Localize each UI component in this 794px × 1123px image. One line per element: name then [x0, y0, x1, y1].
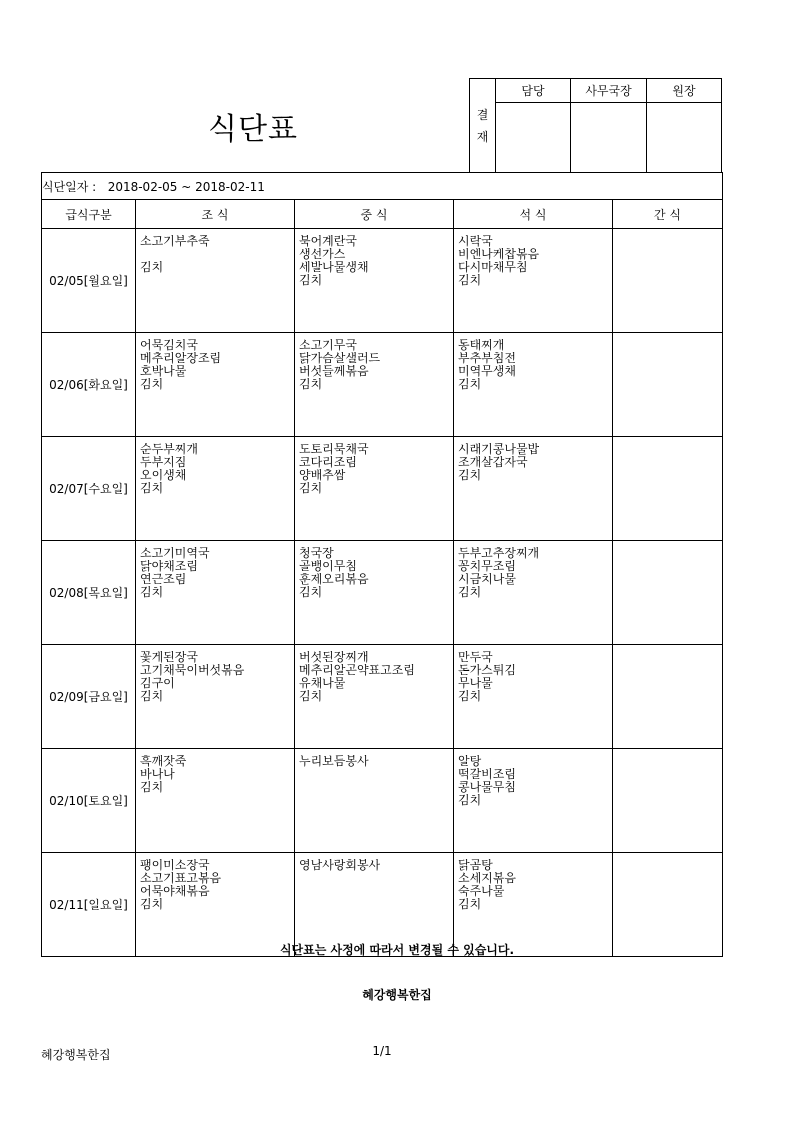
table-row: [42, 749, 723, 853]
menu-item: 김치: [458, 690, 482, 703]
approval-signature-box: [496, 102, 571, 173]
column-header: 조 식: [136, 200, 295, 229]
approval-signature-box: [571, 102, 647, 173]
snack-cell: [613, 229, 723, 333]
menu-item: 소고기부추죽: [140, 235, 210, 248]
lunch-cell: [295, 333, 454, 437]
page-number: 1/1: [372, 1044, 392, 1058]
menu-item: 양배추쌈: [299, 469, 346, 482]
date-range: [42, 173, 723, 200]
notice-text: 식단표는 사정에 따라서 변경될 수 있습니다.: [279, 943, 515, 957]
day-label: 02/08[목요일]: [42, 541, 136, 645]
menu-item: 김치: [299, 586, 323, 599]
day-label: 02/11[일요일]: [42, 853, 136, 957]
menu-item: 어묵야채볶음: [140, 885, 210, 898]
breakfast-cell: [136, 437, 295, 541]
lunch-cell: [295, 749, 454, 853]
menu-item: 메추리알곤약표고조림: [299, 664, 415, 677]
date-range-value: 2018-02-05 ~ 2018-02-11: [107, 179, 265, 194]
menu-item: 떡갈비조림: [458, 768, 516, 781]
menu-item: 김치: [140, 898, 164, 911]
menu-item: 김치: [458, 469, 482, 482]
dinner-cell: [454, 541, 613, 645]
menu-item: 버섯들께볶음: [299, 365, 369, 378]
menu-item: 메추리알장조림: [140, 352, 222, 365]
menu-item: 조개살갑자국: [458, 456, 528, 469]
menu-item: 김치: [140, 261, 164, 274]
menu-item: 김치: [458, 794, 482, 807]
table-row: [42, 229, 723, 333]
menu-item: 소고기표고볶음: [140, 872, 222, 885]
column-header-row: [42, 200, 723, 229]
menu-item: 김치: [299, 690, 323, 703]
menu-item: 소세지볶음: [458, 872, 516, 885]
dinner-cell: [454, 333, 613, 437]
menu-item: 북어계란국: [299, 235, 357, 248]
menu-item: 닭곰탕: [458, 859, 493, 872]
lunch-cell: [295, 437, 454, 541]
menu-item: 알탕: [458, 755, 482, 768]
table-row: [42, 437, 723, 541]
menu-item: 김치: [458, 378, 482, 391]
menu-item: 시금치나물: [458, 573, 516, 586]
menu-item: 팽이미소장국: [140, 859, 210, 872]
menu-item: 시락국: [458, 235, 493, 248]
snack-cell: [613, 437, 723, 541]
menu-item: 김치: [140, 586, 164, 599]
menu-item: 김치: [299, 378, 323, 391]
menu-item: 김구이: [140, 677, 175, 690]
menu-item: 돈가스튀김: [458, 664, 516, 677]
menu-item: 다시마채무침: [458, 261, 528, 274]
breakfast-cell: [136, 333, 295, 437]
menu-item: 시래기콩나물밥: [458, 443, 540, 456]
menu-item: 유채나물: [299, 677, 346, 690]
menu-item: 도토리묵채국: [299, 443, 369, 456]
menu-item: 닭가슴살샐러드: [299, 352, 381, 365]
approval-role: 사무국장: [571, 79, 647, 103]
menu-item: 골뱅이무침: [299, 560, 357, 573]
table-row: [42, 645, 723, 749]
menu-item: 소고기무국: [299, 339, 357, 352]
table-row: [42, 333, 723, 437]
menu-item: 버섯된장찌개: [299, 651, 369, 664]
menu-item: 순두부찌개: [140, 443, 198, 456]
menu-item: 김치: [140, 781, 164, 794]
approval-signature-box: [647, 102, 722, 173]
menu-item: 김치: [458, 274, 482, 287]
menu-item: 꽁치무조림: [458, 560, 516, 573]
column-header: 중 식: [295, 200, 454, 229]
lunch-cell: [295, 541, 454, 645]
column-header: 석 식: [454, 200, 613, 229]
approval-label-char: 재: [476, 129, 489, 144]
menu-item: 호박나물: [140, 365, 187, 378]
menu-item: 김치: [299, 482, 323, 495]
menu-item: 영남사랑회봉사: [299, 859, 381, 872]
menu-item: 미역무생채: [458, 365, 516, 378]
snack-cell: [613, 645, 723, 749]
menu-item: 두부고추장찌개: [458, 547, 540, 560]
menu-item: 바나나: [140, 768, 175, 781]
menu-item: 숙주나물: [458, 885, 505, 898]
approval-label: [470, 79, 496, 173]
dinner-cell: [454, 437, 613, 541]
menu-item: 소고기미역국: [140, 547, 210, 560]
menu-body: [42, 229, 723, 957]
menu-item: 꽃게된장국: [140, 651, 198, 664]
menu-item: 훈제오리볶음: [299, 573, 369, 586]
dinner-cell: [454, 229, 613, 333]
menu-item: 김치: [140, 482, 164, 495]
dinner-cell: [454, 749, 613, 853]
menu-item: [140, 248, 290, 261]
menu-item: 어묵김치국: [140, 339, 198, 352]
breakfast-cell: [136, 749, 295, 853]
organization-name: 혜강행복한집: [362, 988, 432, 1002]
column-header: 급식구분: [42, 200, 136, 229]
menu-item: 세발나물생채: [299, 261, 369, 274]
day-label: 02/09[금요일]: [42, 645, 136, 749]
menu-item: 두부지짐: [140, 456, 187, 469]
snack-cell: [613, 541, 723, 645]
menu-item: 누리보듬봉사: [299, 755, 369, 768]
menu-item: 오이생채: [140, 469, 187, 482]
breakfast-cell: [136, 541, 295, 645]
menu-item: 청국장: [299, 547, 334, 560]
approval-label-char: 결: [476, 107, 489, 122]
menu-table: [41, 172, 723, 957]
menu-item: 연근조림: [140, 573, 187, 586]
menu-item: 코다리조림: [299, 456, 357, 469]
column-header: 간 식: [613, 200, 723, 229]
menu-item: 무나물: [458, 677, 493, 690]
footer-organization: 혜강행복한집: [41, 1048, 111, 1062]
day-label: 02/07[수요일]: [42, 437, 136, 541]
day-label: 02/05[월요일]: [42, 229, 136, 333]
menu-item: 흑깨잣죽: [140, 755, 187, 768]
breakfast-cell: [136, 645, 295, 749]
approval-role: 원장: [647, 79, 722, 103]
menu-item: 닭야채조림: [140, 560, 198, 573]
approval-role: 담당: [496, 79, 571, 103]
menu-item: 동태찌개: [458, 339, 505, 352]
date-range-label: 식단일자 :: [42, 179, 97, 194]
day-label: 02/06[화요일]: [42, 333, 136, 437]
day-label: 02/10[토요일]: [42, 749, 136, 853]
menu-item: 김치: [299, 274, 323, 287]
menu-item: 만두국: [458, 651, 493, 664]
menu-item: 콩나물무침: [458, 781, 516, 794]
menu-item: 부추부침전: [458, 352, 516, 365]
approval-box: [469, 78, 722, 173]
menu-item: 김치: [140, 690, 164, 703]
breakfast-cell: [136, 229, 295, 333]
lunch-cell: [295, 229, 454, 333]
snack-cell: [613, 749, 723, 853]
table-row: [42, 541, 723, 645]
page-title: 식단표: [208, 112, 298, 147]
lunch-cell: [295, 645, 454, 749]
menu-item: 생선가스: [299, 248, 346, 261]
menu-item: 고기채묵이버섯볶음: [140, 664, 245, 677]
snack-cell: [613, 333, 723, 437]
dinner-cell: [454, 645, 613, 749]
menu-item: 비엔나케찹볶음: [458, 248, 540, 261]
menu-item: 김치: [458, 586, 482, 599]
menu-item: 김치: [140, 378, 164, 391]
menu-item: 김치: [458, 898, 482, 911]
